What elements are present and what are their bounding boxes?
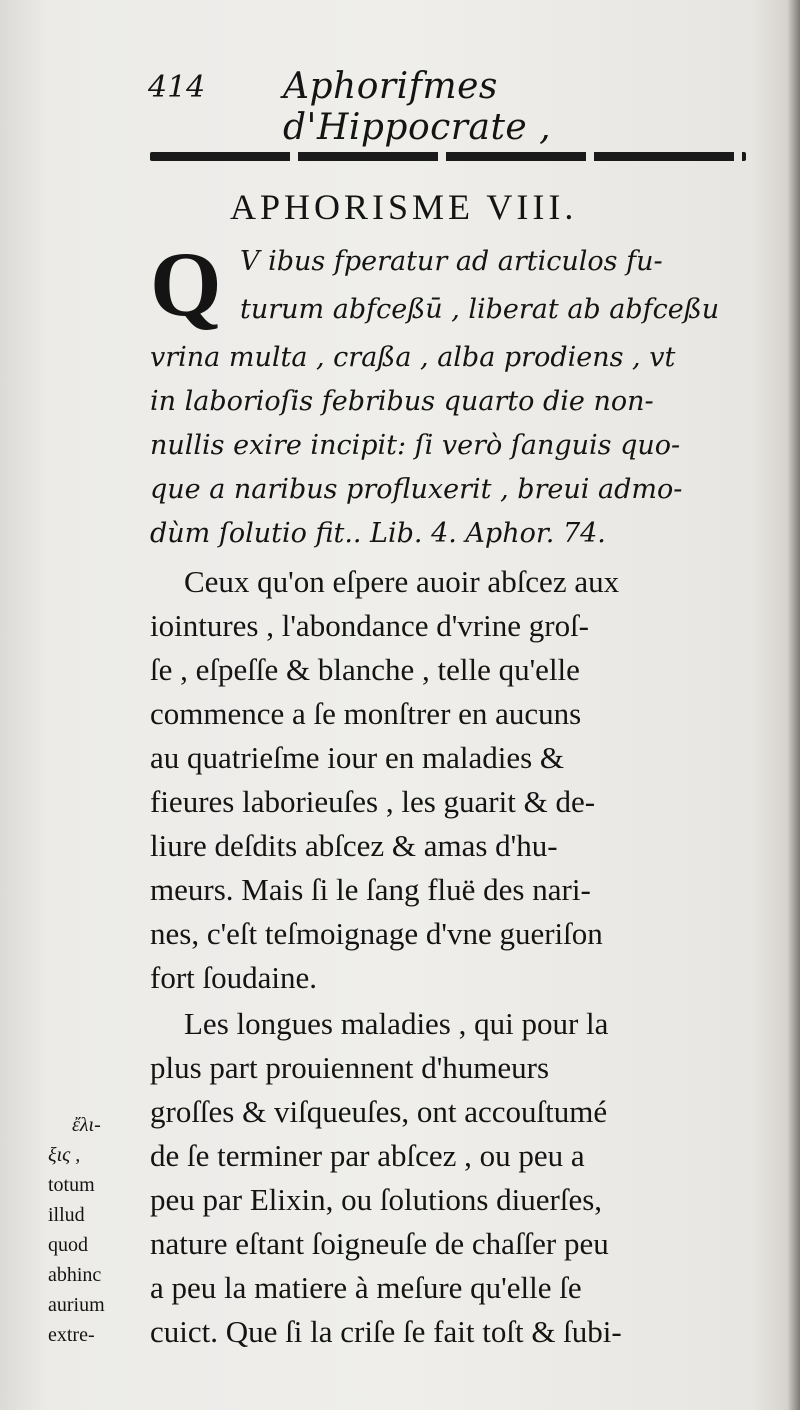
latin-line: que a naribus profluxerit , breui admo- bbox=[150, 474, 683, 505]
french-line: cuict. Que ſi la criſe ſe fait toſt & ſubi- bbox=[150, 1314, 622, 1349]
french-line: Ceux qu'on eſpere auoir abſcez aux bbox=[184, 564, 620, 599]
french-line: ſe , eſpeſſe & blanche , telle qu'elle bbox=[150, 652, 580, 687]
margin-note-line: totum bbox=[48, 1174, 95, 1196]
french-line: nature eſtant ſoigneuſe de chaſſer peu bbox=[150, 1226, 609, 1261]
french-line: peu par Elixin, ou ſolutions diuerſes, bbox=[150, 1182, 603, 1217]
latin-line: in laborioſis febribus quarto die non- bbox=[150, 386, 654, 417]
aphorism-heading: APHORISME VIII. bbox=[230, 187, 578, 227]
french-line: plus part prouiennent d'humeurs bbox=[150, 1050, 550, 1085]
page-header bbox=[148, 66, 748, 148]
latin-line: turum abfceßū , liberat ab abfceßu bbox=[240, 294, 720, 325]
french-line: fort ſoudaine. bbox=[150, 960, 318, 995]
margin-note-line: extre- bbox=[48, 1324, 95, 1346]
running-title: Aphorifmes d'Hippocrate , bbox=[283, 66, 552, 148]
french-line: nes, c'eſt teſmoignage d'vne gueriſon bbox=[150, 916, 603, 951]
french-line: iointures , l'abondance d'vrine groſ- bbox=[150, 608, 590, 643]
margin-note-line: illud bbox=[48, 1204, 85, 1226]
margin-note-line: abhinc bbox=[48, 1264, 102, 1286]
french-line: liure deſdits abſcez & amas d'hu- bbox=[150, 828, 558, 863]
latin-line: V ibus fperatur ad articulos fu- bbox=[240, 246, 663, 277]
drop-cap: Q bbox=[150, 233, 222, 335]
french-line: a peu la matiere à meſure qu'elle ſe bbox=[150, 1270, 582, 1305]
french-line: au quatrieſme iour en maladies & bbox=[150, 740, 565, 775]
page-edge-shadow bbox=[788, 0, 800, 1410]
page-number: 414 bbox=[148, 70, 206, 105]
margin-note bbox=[48, 1110, 144, 1350]
french-line: commence a ſe monſtrer en aucuns bbox=[150, 696, 582, 731]
margin-note-line: aurium bbox=[48, 1294, 105, 1316]
french-line: de ſe terminer par abſcez , ou peu a bbox=[150, 1138, 585, 1173]
latin-line: nullis exire incipit: ſi verò ſanguis quo- bbox=[150, 430, 681, 461]
latin-line: dùm ſolutio fit.. Lib. 4. Aphor. 74. bbox=[150, 518, 606, 549]
margin-note-line: ξις , bbox=[48, 1144, 81, 1166]
ornamental-rule bbox=[150, 152, 746, 161]
latin-line: vrina multa , craßa , alba prodiens , vt bbox=[150, 342, 676, 373]
french-line: meurs. Mais ſi le ſang fluë des nari- bbox=[150, 872, 591, 907]
french-line: groſſes & viſqueuſes, ont accouſtumé bbox=[150, 1094, 608, 1129]
french-line: Les longues maladies , qui pour la bbox=[184, 1006, 609, 1041]
margin-note-line: ἔλι- bbox=[72, 1114, 101, 1136]
margin-note-line: quod bbox=[48, 1234, 88, 1256]
french-line: fieures laborieuſes , les guarit & de- bbox=[150, 784, 596, 819]
